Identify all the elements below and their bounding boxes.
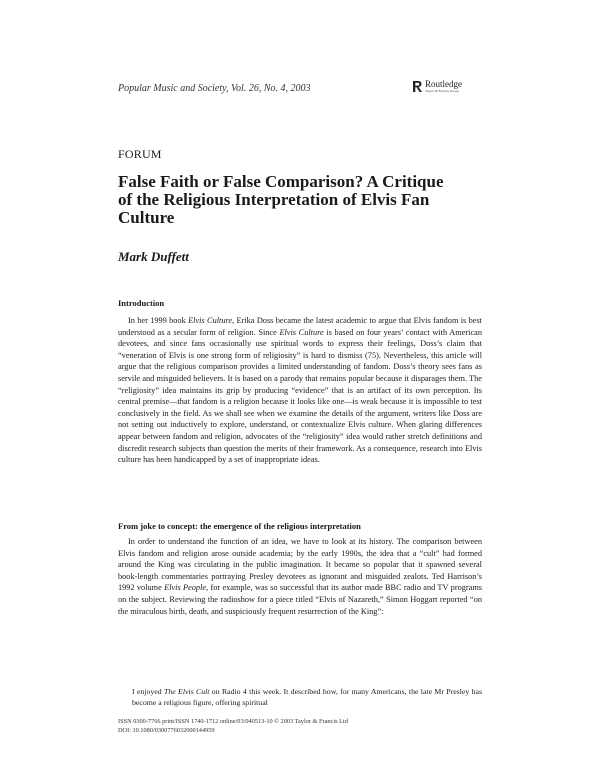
book-title: Elvis Culture (279, 327, 324, 337)
routledge-r-icon (412, 80, 423, 93)
introduction-paragraph: In her 1999 book Elvis Culture, Erika Doss became the latest academic to argue that Elvis fandom is best understood as a secular form of religion. Since Elvis Culture is based on four years’ contact with American devotees, and since fans occasionally use spiritual words to express their feelings, Doss’s claim that “veneration of Elvis is one strong form of religiosity” is hard to dismiss (75). Nevertheless, this article will argue that the religious comparison provides a limited understanding of fandom. Doss’s theory sees fans as servile and misguided believers. It is based on a parody that remains popular because it disparages them. The “religiosity” idea maintains its grip by producing “evidence” that is an artifact of its own perception. Its central premise—that fandom is a religion because it looks like one—is weak because it is impossible to test conclusively in the field. As we shall see when we examine the details of the argument, writers like Doss are not setting out inductively to explore, understand, or contextualize Elvis culture. When glaring differences appear between fandom and religion, advocates of the “religiosity” idea would rather stretch definitions and discredit research subjects than question the merits of their framework. As a consequence, research into Elvis culture has been handicapped by a set of inappropriate ideas. (118, 316, 482, 465)
page-footer (118, 717, 348, 735)
section-label: FORUM (118, 147, 162, 161)
section-paragraph: In order to understand the function of an idea, we have to look at its history. The comparison between Elvis fandom and religion arose outside academia; by the early 1990s, the idea that a “cult” had formed around the King was circulating in the public imagination. It became so popular that it spawned several book-length commentaries portraying Presley devotees as ignorant and misguided zealots. Ted Harrison’s 1992 volume Elvis People, for example, was so successful that its author made BBC radio and TV programs on the subject. Reviewing the radioshow for a piece titled “Elvis of Nazareth,” Simon Hoggart reported “on the miraculous birth, death, and suspiciously frequent resurrection of the King”: (118, 537, 483, 616)
issn-line: ISSN 0300-7766 print/ISSN 1740-1712 online/03/040513-10 © 2003 Taylor & Francis Ltd (118, 718, 348, 725)
block-quote: I enjoyed The Elvis Cult on Radio 4 this week. It described how, for many Americans, the late Mr Presley has become a religious figure, offering spiritual (132, 687, 482, 707)
section-heading: From joke to concept: the emergence of the religious interpretation (118, 521, 361, 531)
publisher-logo (412, 80, 462, 94)
journal-citation: Popular Music and Society, Vol. 26, No. 4, 2003 (118, 83, 311, 94)
author-name: Mark Duffett (118, 249, 189, 264)
book-title: Elvis People (164, 583, 207, 593)
article-title: False Faith or False Comparison? A Critique of the Religious Interpretation of Elvis Fan Culture (118, 172, 444, 227)
logo-name: Routledge (425, 79, 462, 89)
doi-line: DOI: 10.1080/0300776032000144959 (118, 727, 215, 734)
program-title: The Elvis Cult (164, 687, 210, 696)
introduction-heading: Introduction (118, 298, 165, 308)
book-title: Elvis Culture (188, 316, 233, 325)
logo-subtitle: Taylor & Francis Group (425, 89, 459, 93)
